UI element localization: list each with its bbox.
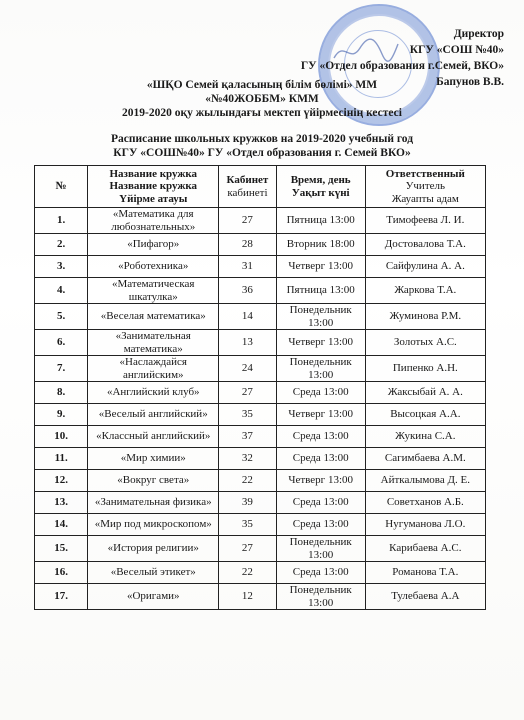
col-club-name-line1: Название кружка	[109, 167, 198, 180]
teacher-name: Нугуманова Л.О.	[365, 514, 485, 536]
row-number: 9.	[35, 404, 88, 426]
department-line: ГУ «Отдел образования г.Семей, ВКО»	[300, 60, 504, 72]
schedule-time: Понедельник 13:00	[276, 584, 365, 610]
room-number: 36	[219, 278, 277, 304]
col-room-line1: Кабинет	[226, 174, 269, 186]
table-row	[35, 492, 486, 514]
room-number: 22	[219, 562, 277, 584]
schedule-table	[34, 165, 486, 610]
room-number: 28	[219, 234, 277, 256]
room-number: 14	[219, 304, 277, 330]
teacher-name: Сагимбаева А.М.	[365, 448, 485, 470]
schedule-time: Понедельник 13:00	[276, 304, 365, 330]
club-name: «Математика для любознательных»	[88, 208, 219, 234]
table-row	[35, 208, 486, 234]
club-name: «Английский клуб»	[88, 382, 219, 404]
schedule-time: Среда 13:00	[276, 562, 365, 584]
schedule-time: Понедельник 13:00	[276, 536, 365, 562]
col-responsible-line1: Ответственный	[385, 167, 465, 180]
schedule-time: Пятница 13:00	[276, 278, 365, 304]
club-name: «Роботехника»	[88, 256, 219, 278]
teacher-name: Жаксыбай А. А.	[365, 382, 485, 404]
club-name: «Наслаждайся английским»	[88, 356, 219, 382]
room-number: 13	[219, 330, 277, 356]
club-name: «Веселый английский»	[88, 404, 219, 426]
table-header-row	[35, 166, 486, 208]
club-name: «История религии»	[88, 536, 219, 562]
room-number: 24	[219, 356, 277, 382]
club-name: «Веселый этикет»	[88, 562, 219, 584]
room-number: 12	[219, 584, 277, 610]
row-number: 10.	[35, 426, 88, 448]
schedule-time: Четверг 13:00	[276, 470, 365, 492]
kz-heading-3: 2019-2020 оқу жылындағы мектеп үйірмесінің кестесі	[122, 107, 402, 119]
room-number: 31	[219, 256, 277, 278]
teacher-name: Жаркова Т.А.	[365, 278, 485, 304]
schedule-time: Четверг 13:00	[276, 404, 365, 426]
club-name: «Классный английский»	[88, 426, 219, 448]
col-number: №	[35, 166, 88, 208]
col-room-line2: кабинеті	[227, 186, 268, 199]
schedule-time: Среда 13:00	[276, 514, 365, 536]
club-name: «Вокруг света»	[88, 470, 219, 492]
kz-heading-1: «ШҚО Семей қаласының білім бөлімі» ММ	[146, 79, 378, 91]
room-number: 32	[219, 448, 277, 470]
row-number: 15.	[35, 536, 88, 562]
table-row	[35, 304, 486, 330]
room-number: 37	[219, 426, 277, 448]
table-row	[35, 404, 486, 426]
teacher-name: Жукина С.А.	[365, 426, 485, 448]
schedule-time: Среда 13:00	[276, 448, 365, 470]
schedule-time: Четверг 13:00	[276, 330, 365, 356]
col-responsible-line3: Жауапты адам	[391, 192, 459, 205]
club-name: «Математическая шкатулка»	[88, 278, 219, 304]
teacher-name: Тимофеева Л. И.	[365, 208, 485, 234]
club-name: «Веселая математика»	[88, 304, 219, 330]
col-club-name-line3: Үйірме атауы	[119, 192, 188, 205]
row-number: 11.	[35, 448, 88, 470]
teacher-name: Карибаева А.С.	[365, 536, 485, 562]
teacher-name: Тулебаева А.А	[365, 584, 485, 610]
teacher-name: Советханов А.Б.	[365, 492, 485, 514]
schedule-time: Четверг 13:00	[276, 256, 365, 278]
table-row	[35, 562, 486, 584]
teacher-name: Пипенко А.Н.	[365, 356, 485, 382]
club-name: «Занимательная математика»	[88, 330, 219, 356]
col-time-line2: Уақыт күні	[291, 186, 350, 199]
ru-heading-2: КГУ «СОШ№40» ГУ «Отдел образования г. Семей ВКО»	[113, 147, 411, 159]
row-number: 13.	[35, 492, 88, 514]
col-room	[219, 166, 277, 208]
room-number: 35	[219, 404, 277, 426]
room-number: 27	[219, 208, 277, 234]
club-name: «Мир химии»	[88, 448, 219, 470]
teacher-name: Высоцкая А.А.	[365, 404, 485, 426]
director-title: Директор	[453, 28, 504, 40]
schedule-time: Пятница 13:00	[276, 208, 365, 234]
table-row	[35, 584, 486, 610]
col-club-name-line2: Название кружка	[109, 180, 198, 193]
row-number: 3.	[35, 256, 88, 278]
club-name: «Пифагор»	[88, 234, 219, 256]
teacher-name: Достовалова Т.А.	[365, 234, 485, 256]
col-time-line1: Время, день	[290, 174, 351, 186]
schedule-time: Среда 13:00	[276, 382, 365, 404]
table-row	[35, 256, 486, 278]
teacher-name: Айткалымова Д. Е.	[365, 470, 485, 492]
table-row	[35, 448, 486, 470]
schedule-time: Понедельник 13:00	[276, 356, 365, 382]
row-number: 7.	[35, 356, 88, 382]
room-number: 27	[219, 382, 277, 404]
schedule-time: Среда 13:00	[276, 426, 365, 448]
col-club-name	[88, 166, 219, 208]
table-row	[35, 234, 486, 256]
table-row	[35, 536, 486, 562]
row-number: 6.	[35, 330, 88, 356]
room-number: 22	[219, 470, 277, 492]
row-number: 17.	[35, 584, 88, 610]
table-row	[35, 330, 486, 356]
col-responsible	[365, 166, 485, 208]
room-number: 39	[219, 492, 277, 514]
school-line: КГУ «СОШ №40»	[409, 44, 504, 56]
teacher-name: Жуминова Р.М.	[365, 304, 485, 330]
club-name: «Оригами»	[88, 584, 219, 610]
row-number: 16.	[35, 562, 88, 584]
room-number: 27	[219, 536, 277, 562]
row-number: 5.	[35, 304, 88, 330]
row-number: 2.	[35, 234, 88, 256]
club-name: «Мир под микроскопом»	[88, 514, 219, 536]
col-time	[276, 166, 365, 208]
table-row	[35, 278, 486, 304]
club-name: «Занимательная физика»	[88, 492, 219, 514]
teacher-name: Золотых А.С.	[365, 330, 485, 356]
ru-heading-1: Расписание школьных кружков на 2019-2020 учебный год	[110, 133, 414, 145]
schedule-time: Вторник 18:00	[276, 234, 365, 256]
teacher-name: Романова Т.А.	[365, 562, 485, 584]
row-number: 1.	[35, 208, 88, 234]
director-name: Бапунов В.В.	[436, 76, 504, 88]
row-number: 14.	[35, 514, 88, 536]
table-row	[35, 356, 486, 382]
table-row	[35, 382, 486, 404]
row-number: 8.	[35, 382, 88, 404]
row-number: 12.	[35, 470, 88, 492]
table-row	[35, 470, 486, 492]
table-row	[35, 426, 486, 448]
row-number: 4.	[35, 278, 88, 304]
room-number: 35	[219, 514, 277, 536]
table-row	[35, 514, 486, 536]
schedule-time: Среда 13:00	[276, 492, 365, 514]
col-responsible-line2: Учитель	[405, 180, 446, 193]
teacher-name: Сайфулина А. А.	[365, 256, 485, 278]
kz-heading-2: «№40ЖОББМ» КММ	[205, 93, 319, 105]
